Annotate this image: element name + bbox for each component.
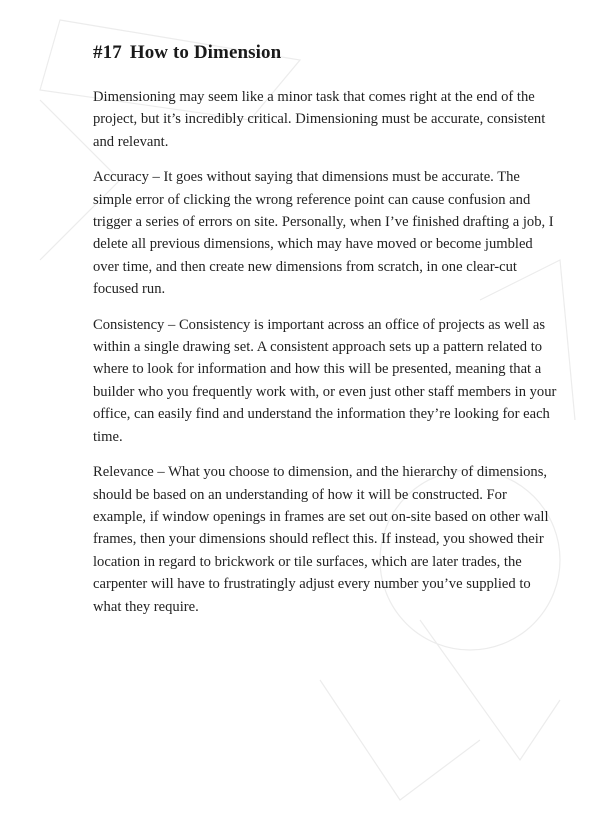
document-content (93, 42, 559, 631)
section-number: #17 (93, 42, 122, 63)
section-heading (93, 42, 559, 64)
intro-paragraph: Dimensioning may seem like a minor task that comes right at the end of the project, but it’s incredibly critical. Dimensioning must be accurate, consistent and relevant. (93, 89, 546, 150)
section-title: How to Dimension (129, 42, 282, 63)
relevance-paragraph: Relevance – What you choose to dimension, and the hierarchy of dimensions, should be based on an understanding of how it will be constructed. For example, if window openings in frames are set out on-site based on other wall frames, then your dimensions should reflect this. If instead, you showed their location in regard to brickwork or tile surfaces, which are later trades, the carpenter will have to frustratingly adjust every number you’ve supplied to what they require. (93, 464, 549, 615)
accuracy-paragraph: Accuracy – It goes without saying that dimensions must be accurate. The simple error of clicking the wrong reference point can cause confusion and trigger a series of errors on site. Personally, when I’ve finished drafting a job, I delete all previous dimensions, which may have moved or become jumbled over time, and then create new dimensions from scratch, in one clear-cut focused run. (93, 169, 554, 298)
consistency-paragraph: Consistency – Consistency is important across an office of projects as well as within a single drawing set. A consistent approach sets up a pattern related to where to look for information and how this will be presented, meaning that a builder who you frequently work with, or even just other staff members in your office, can easily find and understand the information they’re looking for each time. (93, 316, 557, 445)
